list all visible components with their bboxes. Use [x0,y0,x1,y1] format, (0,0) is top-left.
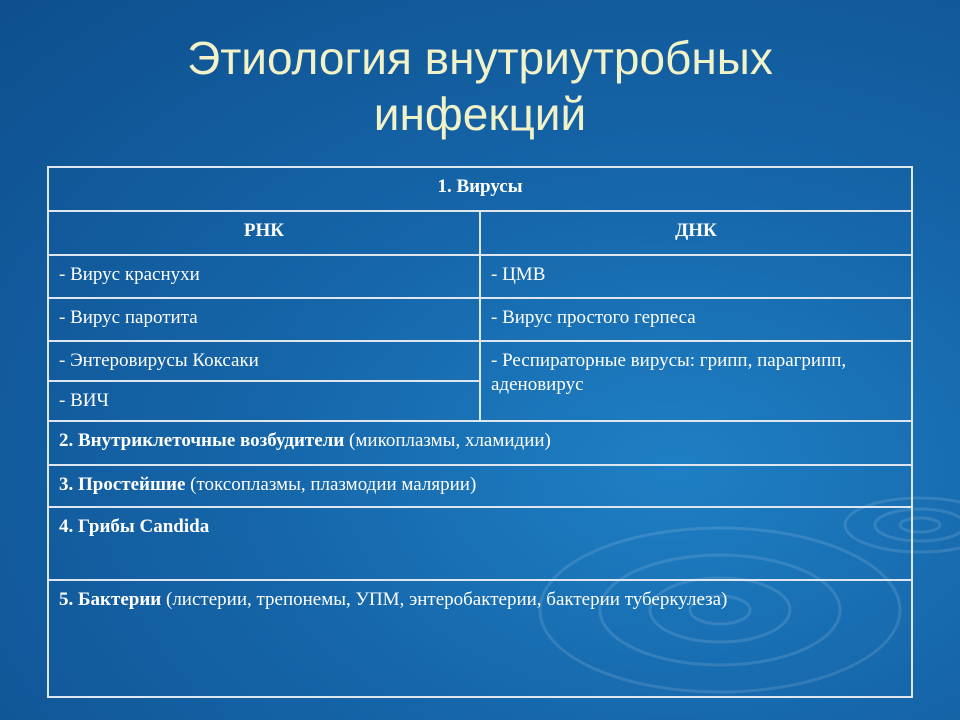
section-heading: 3. Простейшие [59,474,186,495]
section-examples: (токсоплазмы, плазмодии малярии) [185,474,477,495]
dna-cell: - ЦМВ [480,255,912,298]
table-row [48,341,912,381]
table-row [48,421,912,465]
dna-cell: - Респираторные вирусы: грипп, парагрипп, аденовирус [480,341,912,421]
title-line-2: инфекций [373,88,587,140]
section-heading: 4. Грибы Candida [59,516,210,537]
section-protozoa [48,465,912,507]
rna-cell: - Вирус паротита [48,298,480,341]
rna-cell: - Вирус краснухи [48,255,480,298]
slide-title [0,30,960,142]
table-row [48,507,912,580]
rna-cell: - ВИЧ [48,381,480,421]
dna-cell: - Вирус простого герпеса [480,298,912,341]
section-intracellular [48,421,912,465]
rna-cell: - Энтеровирусы Коксаки [48,341,480,381]
section-examples: (листерии, трепонемы, УПМ, энтеробактерии, бактерии туберкулеза) [161,589,728,610]
table-row [48,211,912,255]
table-row [48,298,912,341]
title-line-1: Этиология внутриутробных [187,32,773,84]
table-row [48,167,912,211]
column-header-dna: ДНК [480,211,912,255]
section-bacteria [48,580,912,697]
section-examples: (микоплазмы, хламидии) [344,430,551,451]
section-heading: 5. Бактерии [59,589,162,610]
section-heading: 2. Внутриклеточные возбудители [59,430,345,451]
etiology-table [47,166,913,698]
table-row [48,465,912,507]
table-row [48,580,912,697]
column-header-rna: РНК [48,211,480,255]
section-viruses: 1. Вирусы [48,167,912,211]
table-row [48,255,912,298]
section-fungi [48,507,912,580]
